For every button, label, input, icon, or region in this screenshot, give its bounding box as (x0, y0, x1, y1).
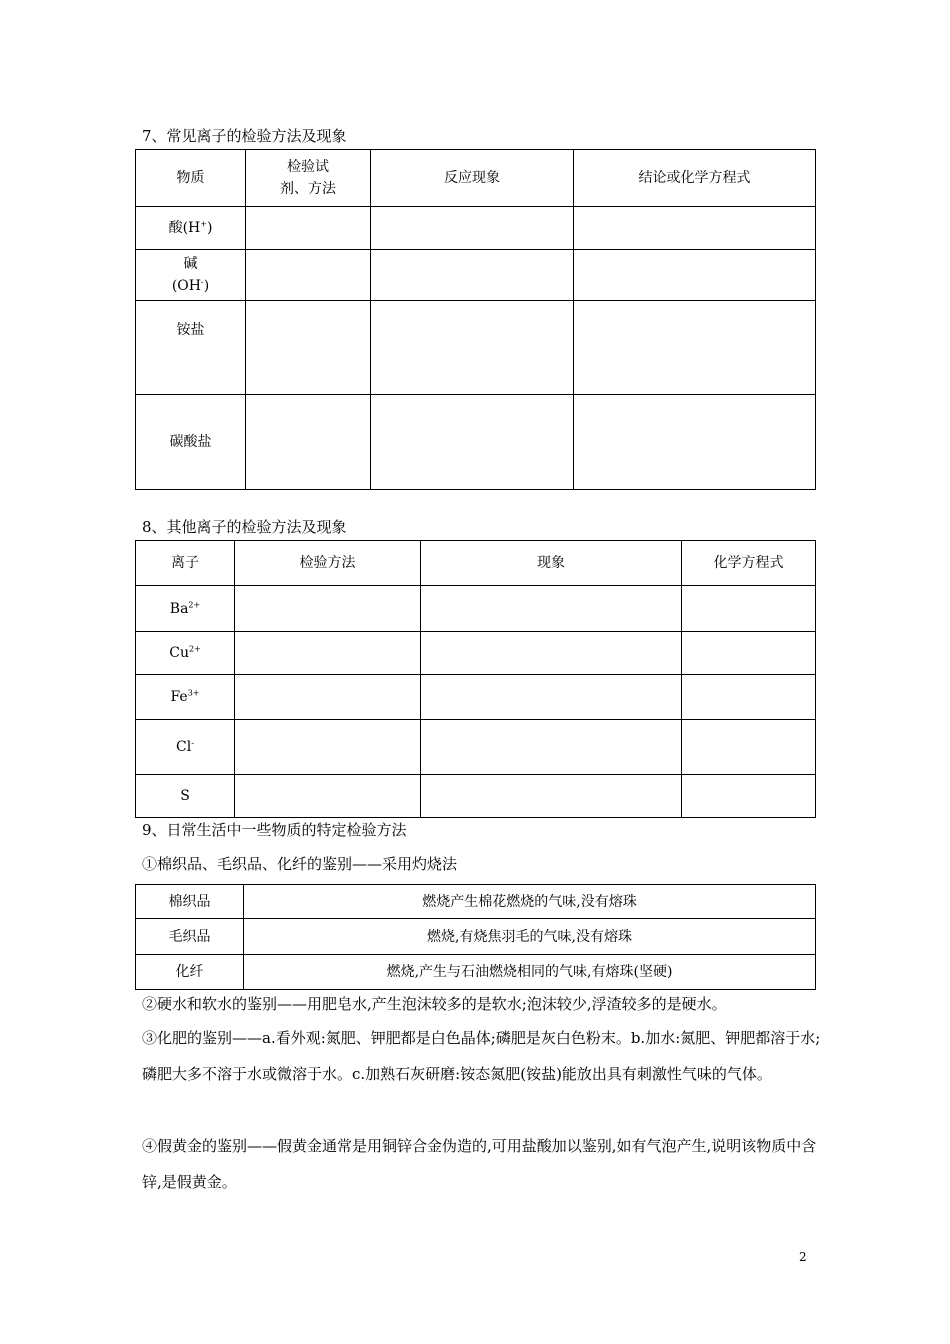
cell-empty (574, 301, 816, 395)
item2-text: ②硬水和软水的鉴别——用肥皂水,产生泡沫较多的是软水;泡沫较少,浮渣较多的是硬水。 (142, 995, 727, 1013)
cell-empty (371, 207, 574, 250)
row-label-ammonium: 铵盐 (136, 301, 246, 395)
common-ions-table (135, 149, 816, 490)
row-label-base (136, 250, 246, 301)
cell-empty (371, 395, 574, 490)
cell-empty (682, 720, 816, 775)
ion-charge: 3+ (187, 688, 200, 698)
cell-empty (235, 775, 421, 818)
cell-empty (421, 632, 682, 675)
cell-empty (682, 675, 816, 720)
base-label-text: (OH (171, 278, 201, 294)
acid-label-text: 酸(H (168, 220, 201, 236)
section8-title: 8、其他离子的检验方法及现象 (142, 518, 347, 536)
item4-text: ④假黄金的鉴别——假黄金通常是用铜锌合金伪造的,可用盐酸加以鉴别,如有气泡产生,说明该物质中含锌,是假黄金。 (142, 1137, 817, 1191)
ion-symbol: Cu (169, 645, 189, 661)
cell-empty (235, 720, 421, 775)
page-number: 2 (799, 1250, 807, 1264)
table-row (136, 207, 816, 250)
section9-title: 9、日常生活中一些物质的特定检验方法 (142, 821, 407, 839)
cell-empty (421, 775, 682, 818)
ion-charge: 2+ (188, 644, 201, 654)
cell-empty (421, 586, 682, 632)
item3-text: ③化肥的鉴别——a.看外观:氮肥、钾肥都是白色晶体;磷肥是灰白色粉末。b.加水:氮肥、钾肥都溶于水;磷肥大多不溶于水或微溶于水。c.加熟石灰研磨:铵态氮肥(铵盐)能放出具有刺激性气味的气体。 (142, 1029, 821, 1083)
cell-empty (574, 395, 816, 490)
base-label-line2 (136, 275, 245, 297)
table-row (136, 250, 816, 301)
cell-empty (235, 675, 421, 720)
cell-empty (574, 250, 816, 301)
fiber-name-synthetic: 化纤 (136, 955, 244, 990)
cell-empty (682, 632, 816, 675)
cell-empty (246, 395, 371, 490)
cell-empty (371, 301, 574, 395)
cell-empty (235, 586, 421, 632)
table-row (136, 955, 816, 990)
cell-empty (682, 775, 816, 818)
cell-empty (246, 301, 371, 395)
table-row (136, 919, 816, 955)
acid-label-close: ) (206, 220, 213, 236)
base-label-close: ) (203, 278, 210, 294)
table-row (136, 885, 816, 919)
ion-symbol: Fe (170, 689, 188, 705)
ion-symbol: S (180, 788, 190, 804)
table-row (136, 395, 816, 490)
table-row (136, 720, 816, 775)
row-label-ba (136, 586, 235, 632)
row-label-cl (136, 720, 235, 775)
base-label-line1: 碱 (183, 256, 198, 272)
header-phenomenon: 反应现象 (371, 150, 574, 207)
ion-charge: - (191, 738, 194, 748)
row-label-cu (136, 632, 235, 675)
header-reagent-line2: 剂、方法 (280, 181, 336, 197)
section7-title: 7、常见离子的检验方法及现象 (142, 127, 347, 145)
table-row (136, 301, 816, 395)
header-phenomenon: 现象 (421, 541, 682, 586)
header-substance: 物质 (136, 150, 246, 207)
fiber-desc-cotton: 燃烧产生棉花燃烧的气味,没有熔珠 (244, 885, 816, 919)
header-ion: 离子 (136, 541, 235, 586)
item1-text: ①棉织品、毛织品、化纤的鉴别——采用灼烧法 (142, 855, 458, 873)
fiber-identification-table (135, 884, 816, 990)
cell-empty (421, 720, 682, 775)
table-row (136, 775, 816, 818)
table-row (136, 632, 816, 675)
table-row (136, 675, 816, 720)
acid-superscript: + (200, 219, 207, 229)
header-reagent-line1: 检验试 (287, 159, 329, 175)
row-label-s (136, 775, 235, 818)
row-label-carbonate: 碳酸盐 (136, 395, 246, 490)
cell-empty (246, 207, 371, 250)
cell-empty (371, 250, 574, 301)
base-superscript: - (200, 277, 204, 287)
fiber-name-cotton: 棉织品 (136, 885, 244, 919)
header-conclusion: 结论或化学方程式 (574, 150, 816, 207)
ion-symbol: Cl (176, 739, 192, 755)
row-label-acid (136, 207, 246, 250)
table-row (136, 586, 816, 632)
cell-empty (246, 250, 371, 301)
table-header-row (136, 150, 816, 207)
other-ions-table (135, 540, 816, 818)
header-test-method: 检验方法 (235, 541, 421, 586)
ion-symbol: Ba (169, 600, 189, 617)
table-header-row (136, 541, 816, 586)
fiber-name-wool: 毛织品 (136, 919, 244, 955)
header-equation: 化学方程式 (682, 541, 816, 586)
fiber-desc-wool: 燃烧,有烧焦羽毛的气味,没有熔珠 (244, 919, 816, 955)
ion-charge: 2+ (188, 599, 201, 609)
cell-empty (421, 675, 682, 720)
fiber-desc-synthetic: 燃烧,产生与石油燃烧相同的气味,有熔珠(坚硬) (244, 955, 816, 990)
header-reagent-method (246, 150, 371, 207)
cell-empty (235, 632, 421, 675)
row-label-fe (136, 675, 235, 720)
cell-empty (682, 586, 816, 632)
cell-empty (574, 207, 816, 250)
